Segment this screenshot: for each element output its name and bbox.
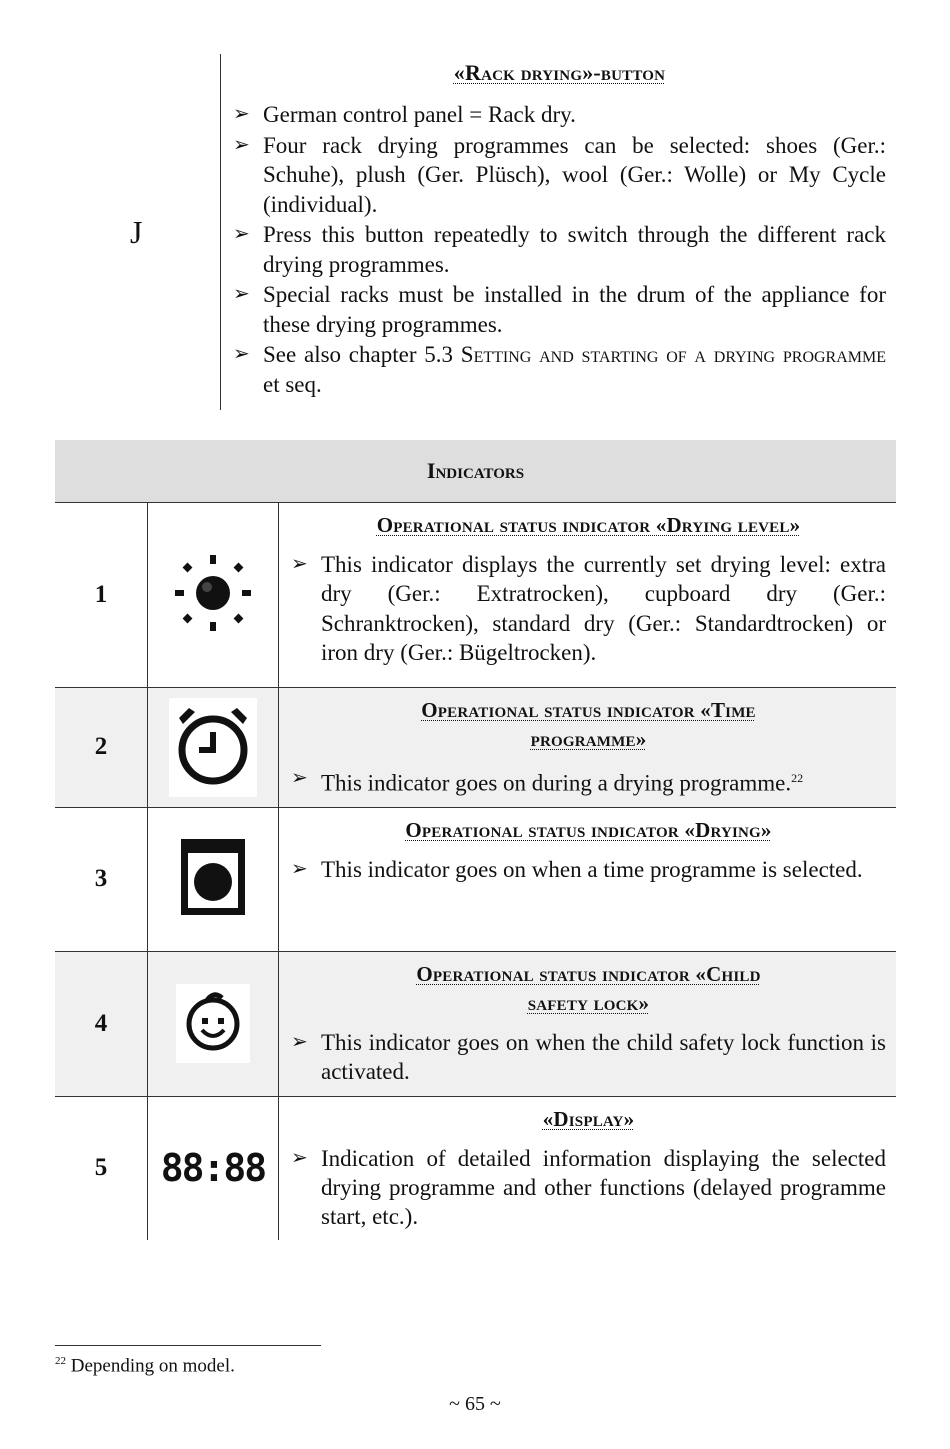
indicator-heading: «Display» xyxy=(542,1106,635,1131)
row-number: 4 xyxy=(55,951,148,1096)
row-number: 3 xyxy=(55,807,148,951)
vertical-divider xyxy=(220,54,221,410)
table-row xyxy=(55,688,896,808)
list-item: ➢ Four rack drying programmes can be selected: shoes (Ger.: Schuhe), plush (Ger. Plüsch), wool (Ger.: Wolle) or My Cycle (individual). xyxy=(233,132,886,217)
indicators-table xyxy=(55,440,896,1240)
footnote xyxy=(55,1355,235,1377)
indicator-heading: Operational status indicator «Drying level» xyxy=(376,513,801,537)
arrow-bullet-icon: ➢ xyxy=(233,283,250,305)
section-key-letter: J xyxy=(130,214,143,250)
arrow-bullet-icon: ➢ xyxy=(233,223,250,245)
table-row xyxy=(55,503,896,688)
see-also-suffix: et seq. xyxy=(263,371,322,397)
child-face-icon xyxy=(176,984,250,1063)
list-item: ➢ Press this button repeatedly to switch through the different rack drying programmes. xyxy=(233,222,886,277)
arrow-bullet-icon: ➢ xyxy=(291,1030,308,1053)
footnote-number: 22 xyxy=(55,1355,66,1367)
alarm-clock-icon xyxy=(169,698,257,797)
footnote-reference[interactable]: 22 xyxy=(791,771,804,785)
footnote-text: Depending on model. xyxy=(66,1355,235,1377)
see-also-prefix: See also chapter 5.3 xyxy=(263,342,461,367)
list-item: ➢ This indicator goes on when a time programme is selected. xyxy=(291,855,886,884)
arrow-bullet-icon: ➢ xyxy=(233,343,250,365)
indicators-title: Indicators xyxy=(55,440,896,503)
rack-drying-heading: «Rack drying»-button xyxy=(453,60,666,85)
list-item: ➢ German control panel = Rack dry. xyxy=(233,100,886,130)
list-item: ➢ Indication of detailed information displaying the selected drying programme and other functions (delayed programme start, etc.). xyxy=(291,1145,886,1230)
bullet-list xyxy=(233,100,886,399)
row-number: 1 xyxy=(55,503,148,688)
page-number: ~ 65 ~ xyxy=(449,1393,501,1415)
arrow-bullet-icon: ➢ xyxy=(291,1146,308,1169)
list-item: ➢ Special racks must be installed in the drum of the appliance for these drying programmes. xyxy=(233,282,886,337)
row-number: 5 xyxy=(55,1096,148,1240)
arrow-bullet-icon: ➢ xyxy=(291,857,308,880)
list-item: ➢ This indicator goes on during a drying programme.$^{22}$ xyxy=(291,764,886,798)
drum-drying-icon xyxy=(181,839,245,920)
indicator-heading: Operational status indicator «Time programme» xyxy=(421,698,756,751)
table-header-row xyxy=(55,440,896,503)
section-rack-drying xyxy=(55,52,896,412)
table-row xyxy=(55,951,896,1096)
list-item: ➢ This indicator displays the currently set drying level: extra dry (Ger.: Extratrocken), cupboard dry (Ger.: Schranktrocken), standard dry (Ger.: Standardtrocken) or iron dry (Ger.: Bügeltrocken). xyxy=(291,552,886,665)
arrow-bullet-icon: ➢ xyxy=(291,553,308,575)
footnote-separator xyxy=(55,1345,321,1346)
arrow-bullet-icon: ➢ xyxy=(233,133,250,156)
section-heading xyxy=(233,60,886,86)
table-row xyxy=(55,1096,896,1240)
table-row xyxy=(55,807,896,951)
row-number: 2 xyxy=(55,688,148,808)
arrow-bullet-icon: ➢ xyxy=(291,767,308,789)
indicator-heading: Operational status indicator «Drying» xyxy=(405,817,772,842)
arrow-bullet-icon: ➢ xyxy=(233,103,250,125)
chapter-reference-link[interactable]: Setting and starting of a drying programme xyxy=(460,342,887,367)
digital-display-icon: 88:88 xyxy=(160,1146,266,1191)
indicator-heading: Operational status indicator «Child safety lock» xyxy=(416,961,761,1015)
sun-drying-level-icon xyxy=(173,553,253,638)
list-item: ➢ This indicator goes on when the child safety lock function is activated. xyxy=(291,1029,886,1085)
list-item xyxy=(233,340,886,399)
section-content xyxy=(233,60,886,400)
